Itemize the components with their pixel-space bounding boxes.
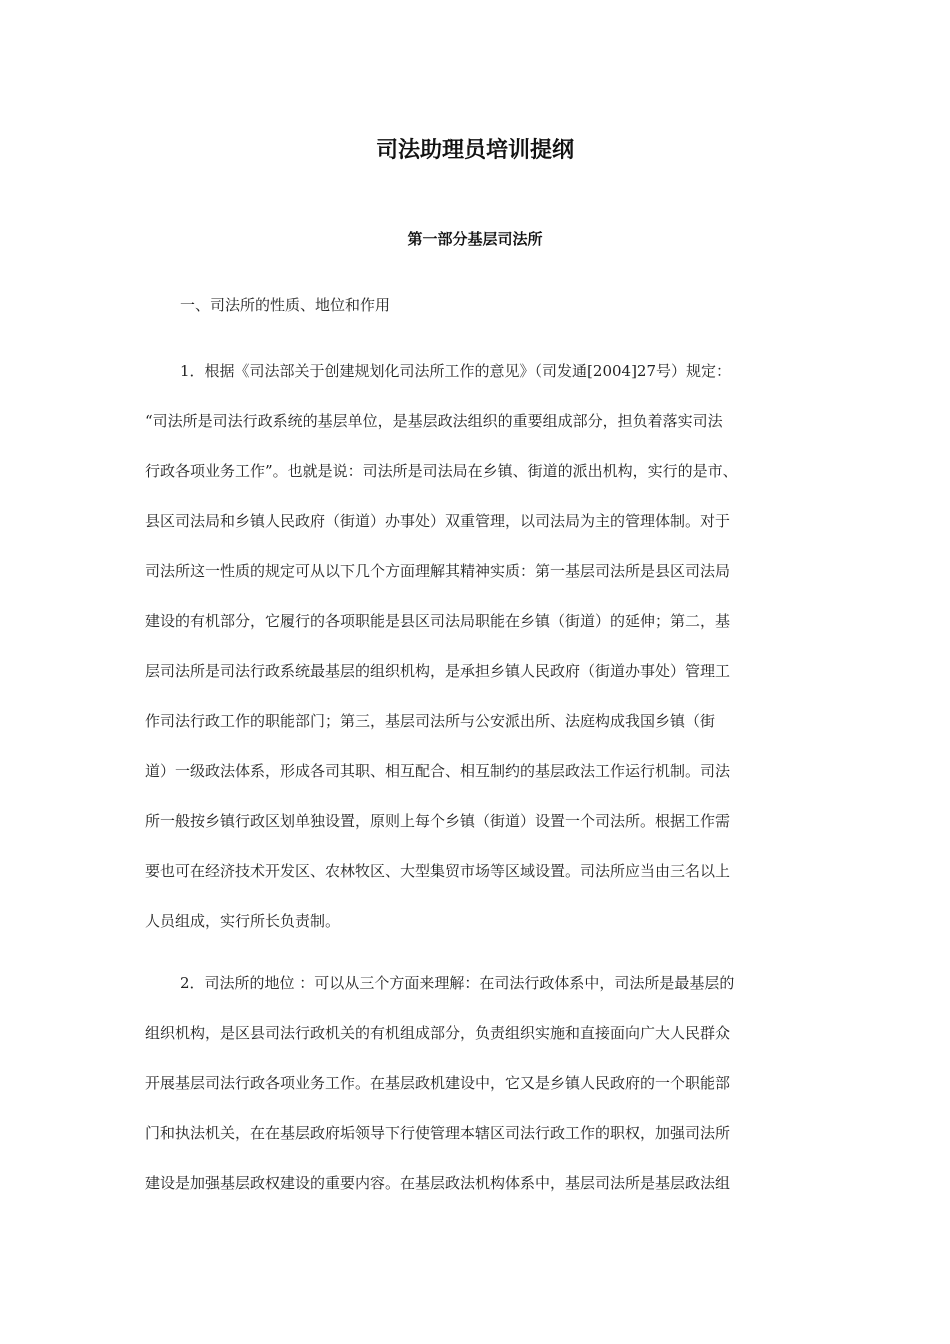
part-title: 第一部分基层司法所	[407, 230, 543, 248]
paragraph-line: 1．根据《司法部关于创建规划化司法所工作的意见》（司发通[2004]27号）规定：	[180, 362, 732, 380]
paragraph-line: 人员组成，实行所长负责制。	[145, 912, 341, 930]
paragraph	[145, 972, 805, 1222]
document-title: 司法助理员培训提纲	[375, 138, 574, 163]
section-heading: 一、司法所的性质、地位和作用	[180, 296, 391, 314]
paragraph-line: 层司法所是司法行政系统最基层的组织机构，是承担乡镇人民政府（街道办事处）管理工	[145, 662, 731, 680]
paragraph-line: 要也可在经济技术开发区、农林牧区、大型集贸市场等区域设置。司法所应当由三名以上	[145, 862, 731, 880]
paragraph-line: 开展基层司法行政各项业务工作。在基层政机建设中，它又是乡镇人民政府的一个职能部	[145, 1074, 731, 1092]
paragraph-line: 建设的有机部分，它履行的各项职能是县区司法局职能在乡镇（街道）的延伸；第二，基	[145, 612, 731, 630]
paragraph-line: 司法所这一性质的规定可从以下几个方面理解其精神实质：第一基层司法所是县区司法局	[145, 562, 731, 580]
paragraph-line: 县区司法局和乡镇人民政府（街道）办事处）双重管理，以司法局为主的管理体制。对于	[145, 512, 731, 530]
paragraph-line: 组织机构，是区县司法行政机关的有机组成部分，负责组织实施和直接面向广大人民群众	[145, 1024, 731, 1042]
paragraph-line: 2．司法所的地位 ：可以从三个方面来理解：在司法行政体系中，司法所是最基层的	[180, 974, 735, 992]
paragraph-line: 所一般按乡镇行政区划单独设置，原则上每个乡镇（街道）设置一个司法所。根据工作需	[145, 812, 731, 830]
paragraph-line: 道）一级政法体系，形成各司其职、相互配合、相互制约的基层政法工作运行机制。司法	[145, 762, 731, 780]
paragraph	[145, 360, 805, 960]
paragraph-line: 行政各项业务工作”。也就是说：司法所是司法局在乡镇、街道的派出机构，实行的是市、	[145, 462, 738, 480]
paragraph-line: “司法所是司法行政系统的基层单位，是基层政法组织的重要组成部分，担负着落实司法	[145, 412, 723, 430]
paragraph-line: 作司法行政工作的职能部门；第三，基层司法所与公安派出所、法庭构成我国乡镇（街	[145, 712, 716, 730]
paragraph-line: 门和执法机关，在在基层政府垢领导下行使管理本辖区司法行政工作的职权，加强司法所	[145, 1124, 731, 1142]
paragraph-line: 建设是加强基层政权建设的重要内容。在基层政法机构体系中，基层司法所是基层政法组	[145, 1174, 731, 1192]
